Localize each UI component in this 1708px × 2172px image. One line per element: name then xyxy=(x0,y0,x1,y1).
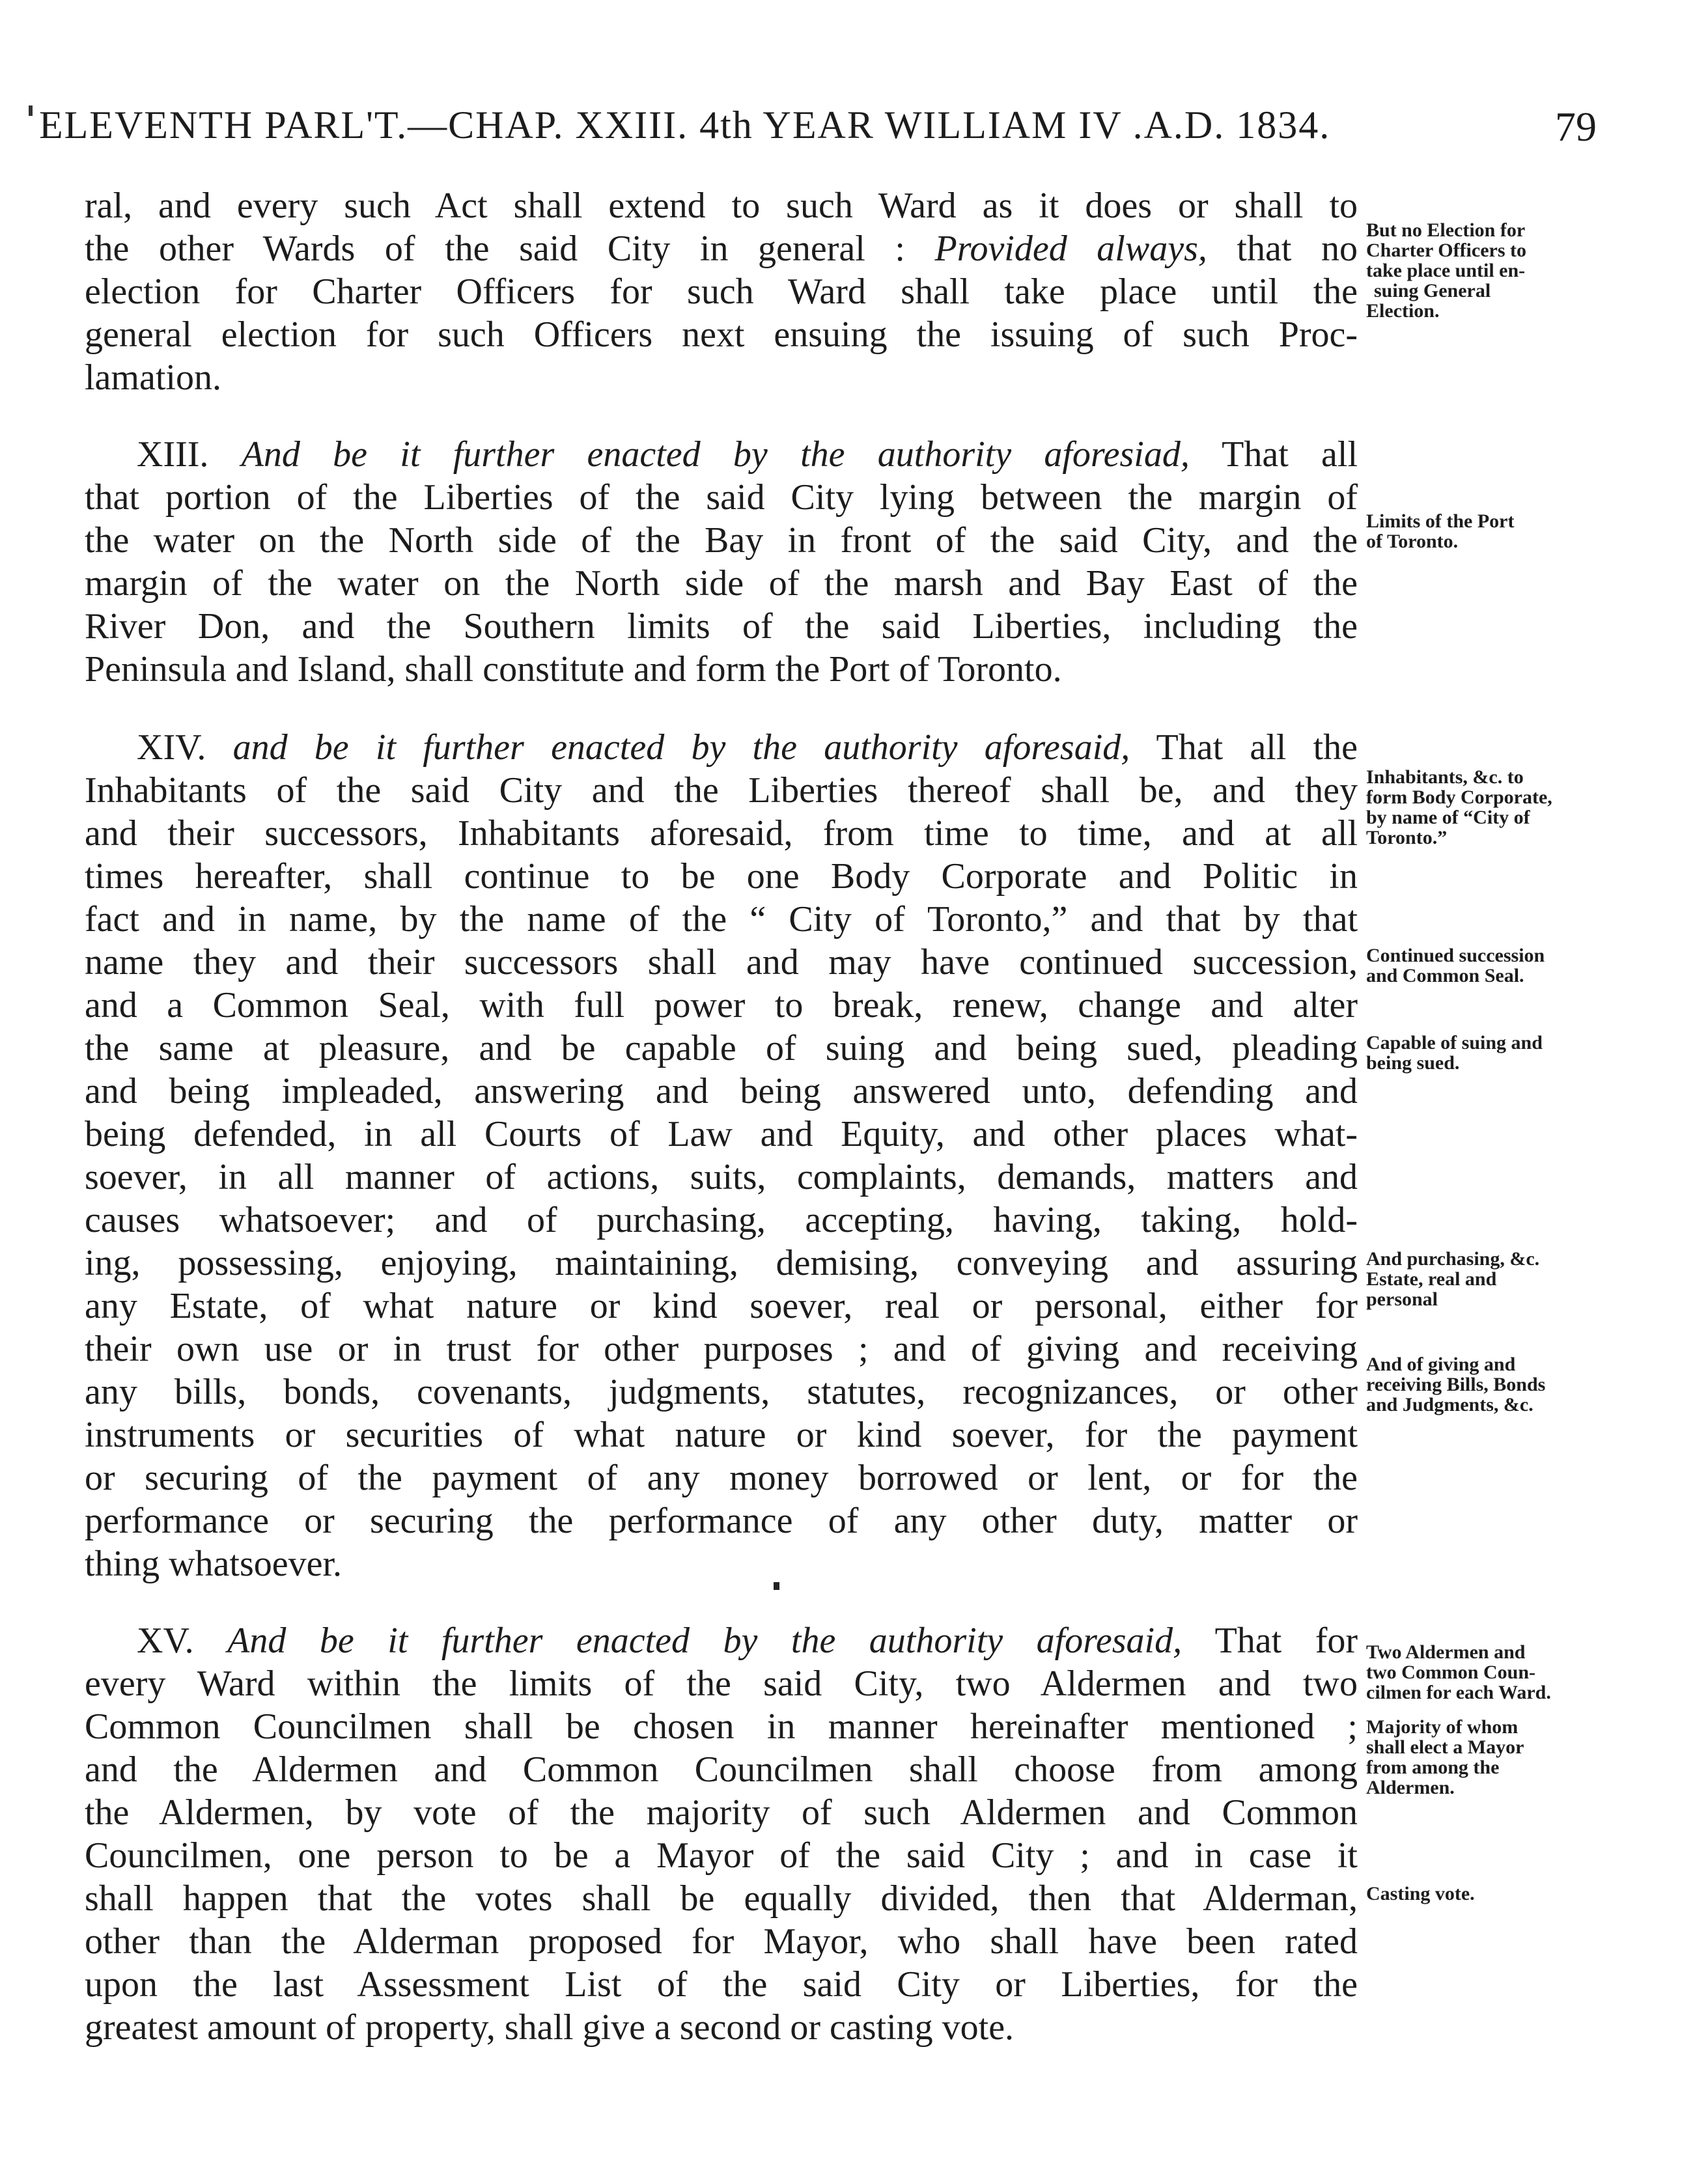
text-line: and their successors, Inhabitants aforesaid, from time to time, and at all xyxy=(85,813,1358,854)
text-line: causes whatsoever; and of purchasing, accepting, having, taking, hold- xyxy=(85,1200,1358,1240)
margin-note-charter-election: But no Election for Charter Officers to take place until en- suing General Election. xyxy=(1366,219,1527,322)
text-line: soever, in all manner of actions, suits, complaints, demands, matters and xyxy=(85,1157,1358,1197)
text-line: Common Councilmen shall be chosen in manner hereinafter mentioned ; xyxy=(85,1706,1358,1747)
text-line: Councilmen, one person to be a Mayor of the said City ; and in case it xyxy=(85,1835,1358,1876)
text-line: Inhabitants of the said City and the Liberties thereof shall be, and they xyxy=(85,770,1358,811)
margin-note-mayor-election: Majority of whom shall elect a Mayor from among the Aldermen. xyxy=(1366,1716,1524,1798)
margin-note-suing: Capable of suing and being sued. xyxy=(1366,1032,1543,1074)
text-line: or securing of the payment of any money borrowed or lent, or for the xyxy=(85,1458,1358,1498)
section-xiv-heading: XIV. and be it further enacted by the authority aforesaid, That all the xyxy=(137,727,1358,768)
text-line: being defended, in all Courts of Law and Equity, and other places what- xyxy=(85,1114,1358,1154)
text-line: the water on the North side of the Bay in front of the said City, and the xyxy=(85,520,1358,561)
section-xv-heading: XV. And be it further enacted by the authority aforesaid, That for xyxy=(137,1621,1358,1661)
text-line: every Ward within the limits of the said City, two Aldermen and two xyxy=(85,1664,1358,1704)
section-xiii-heading: XIII. And be it further enacted by the authority aforesiad, That all xyxy=(137,434,1358,475)
text-line: the same at pleasure, and be capable of suing and being sued, pleading xyxy=(85,1028,1358,1068)
text-line: instruments or securities of what nature or kind soever, for the payment xyxy=(85,1415,1358,1455)
text-line: name they and their successors shall and may have continued succession, xyxy=(85,942,1358,982)
margin-note-casting-vote: Casting vote. xyxy=(1366,1883,1475,1904)
text-line: River Don, and the Southern limits of the said Liberties, including the xyxy=(85,606,1358,647)
text-line: their own use or in trust for other purposes ; and of giving and receiving xyxy=(85,1329,1358,1369)
text-line: other than the Alderman proposed for Mayor, who shall have been rated xyxy=(85,1921,1358,1962)
text-line: lamation. xyxy=(85,357,221,398)
page-number: 79 xyxy=(1555,104,1597,150)
text-line: election for Charter Officers for such Ward shall take place until the xyxy=(85,272,1358,312)
text-line: greatest amount of property, shall give a second or casting vote. xyxy=(85,2007,1015,2048)
text-line: margin of the water on the North side of the marsh and Bay East of the xyxy=(85,563,1358,604)
running-head: ELEVENTH PARL'T.—CHAP. XXIII. 4th YEAR WILLIAM IV .A.D. 1834. xyxy=(39,104,1331,146)
text-line: shall happen that the votes shall be equally divided, then that Alderman, xyxy=(85,1878,1358,1919)
margin-note-port-limits: Limits of the Port of Toronto. xyxy=(1366,510,1515,552)
text-line: and the Aldermen and Common Councilmen shall choose from among xyxy=(85,1749,1358,1790)
text-line: times hereafter, shall continue to be one Body Corporate and Politic in xyxy=(85,856,1358,897)
text-line: general election for such Officers next ensuing the issuing of such Proc- xyxy=(85,314,1358,355)
text-line: the Aldermen, by vote of the majority of such Aldermen and Common xyxy=(85,1792,1358,1833)
margin-note-aldermen-councilmen: Two Aldermen and two Common Coun- cilmen for each Ward. xyxy=(1366,1641,1551,1703)
print-mark xyxy=(29,105,33,116)
text-line: that portion of the Liberties of the said City lying between the margin of xyxy=(85,477,1358,518)
text-line: thing whatsoever. xyxy=(85,1544,343,1584)
print-speck xyxy=(774,1582,779,1590)
margin-note-purchasing-estate: And purchasing, &c. Estate, real and personal xyxy=(1366,1248,1540,1310)
margin-note-bills-bonds: And of giving and receiving Bills, Bonds and Judgments, &c. xyxy=(1366,1354,1546,1415)
margin-note-succession-seal: Continued succession and Common Seal. xyxy=(1366,945,1545,986)
text-line: fact and in name, by the name of the “ City of Toronto,” and that by that xyxy=(85,899,1358,940)
text-line: the other Wards of the said City in general : Provided always, that no xyxy=(85,229,1358,269)
text-line: performance or securing the performance of any other duty, matter or xyxy=(85,1501,1358,1541)
text-line: ing, possessing, enjoying, maintaining, demising, conveying and assuring xyxy=(85,1243,1358,1283)
text-line: any bills, bonds, covenants, judgments, statutes, recognizances, or other xyxy=(85,1372,1358,1412)
text-line: and a Common Seal, with full power to break, renew, change and alter xyxy=(85,985,1358,1025)
text-line: Peninsula and Island, shall constitute and form the Port of Toronto. xyxy=(85,649,1062,689)
text-line: ral, and every such Act shall extend to such Ward as it does or shall to xyxy=(85,186,1358,226)
text-line: any Estate, of what nature or kind soever, real or personal, either for xyxy=(85,1286,1358,1326)
text-line: and being impleaded, answering and being answered unto, defending and xyxy=(85,1071,1358,1111)
margin-note-body-corporate: Inhabitants, &c. to form Body Corporate, by name of “City of Toronto.” xyxy=(1366,766,1552,848)
text-line: upon the last Assessment List of the said City or Liberties, for the xyxy=(85,1964,1358,2005)
